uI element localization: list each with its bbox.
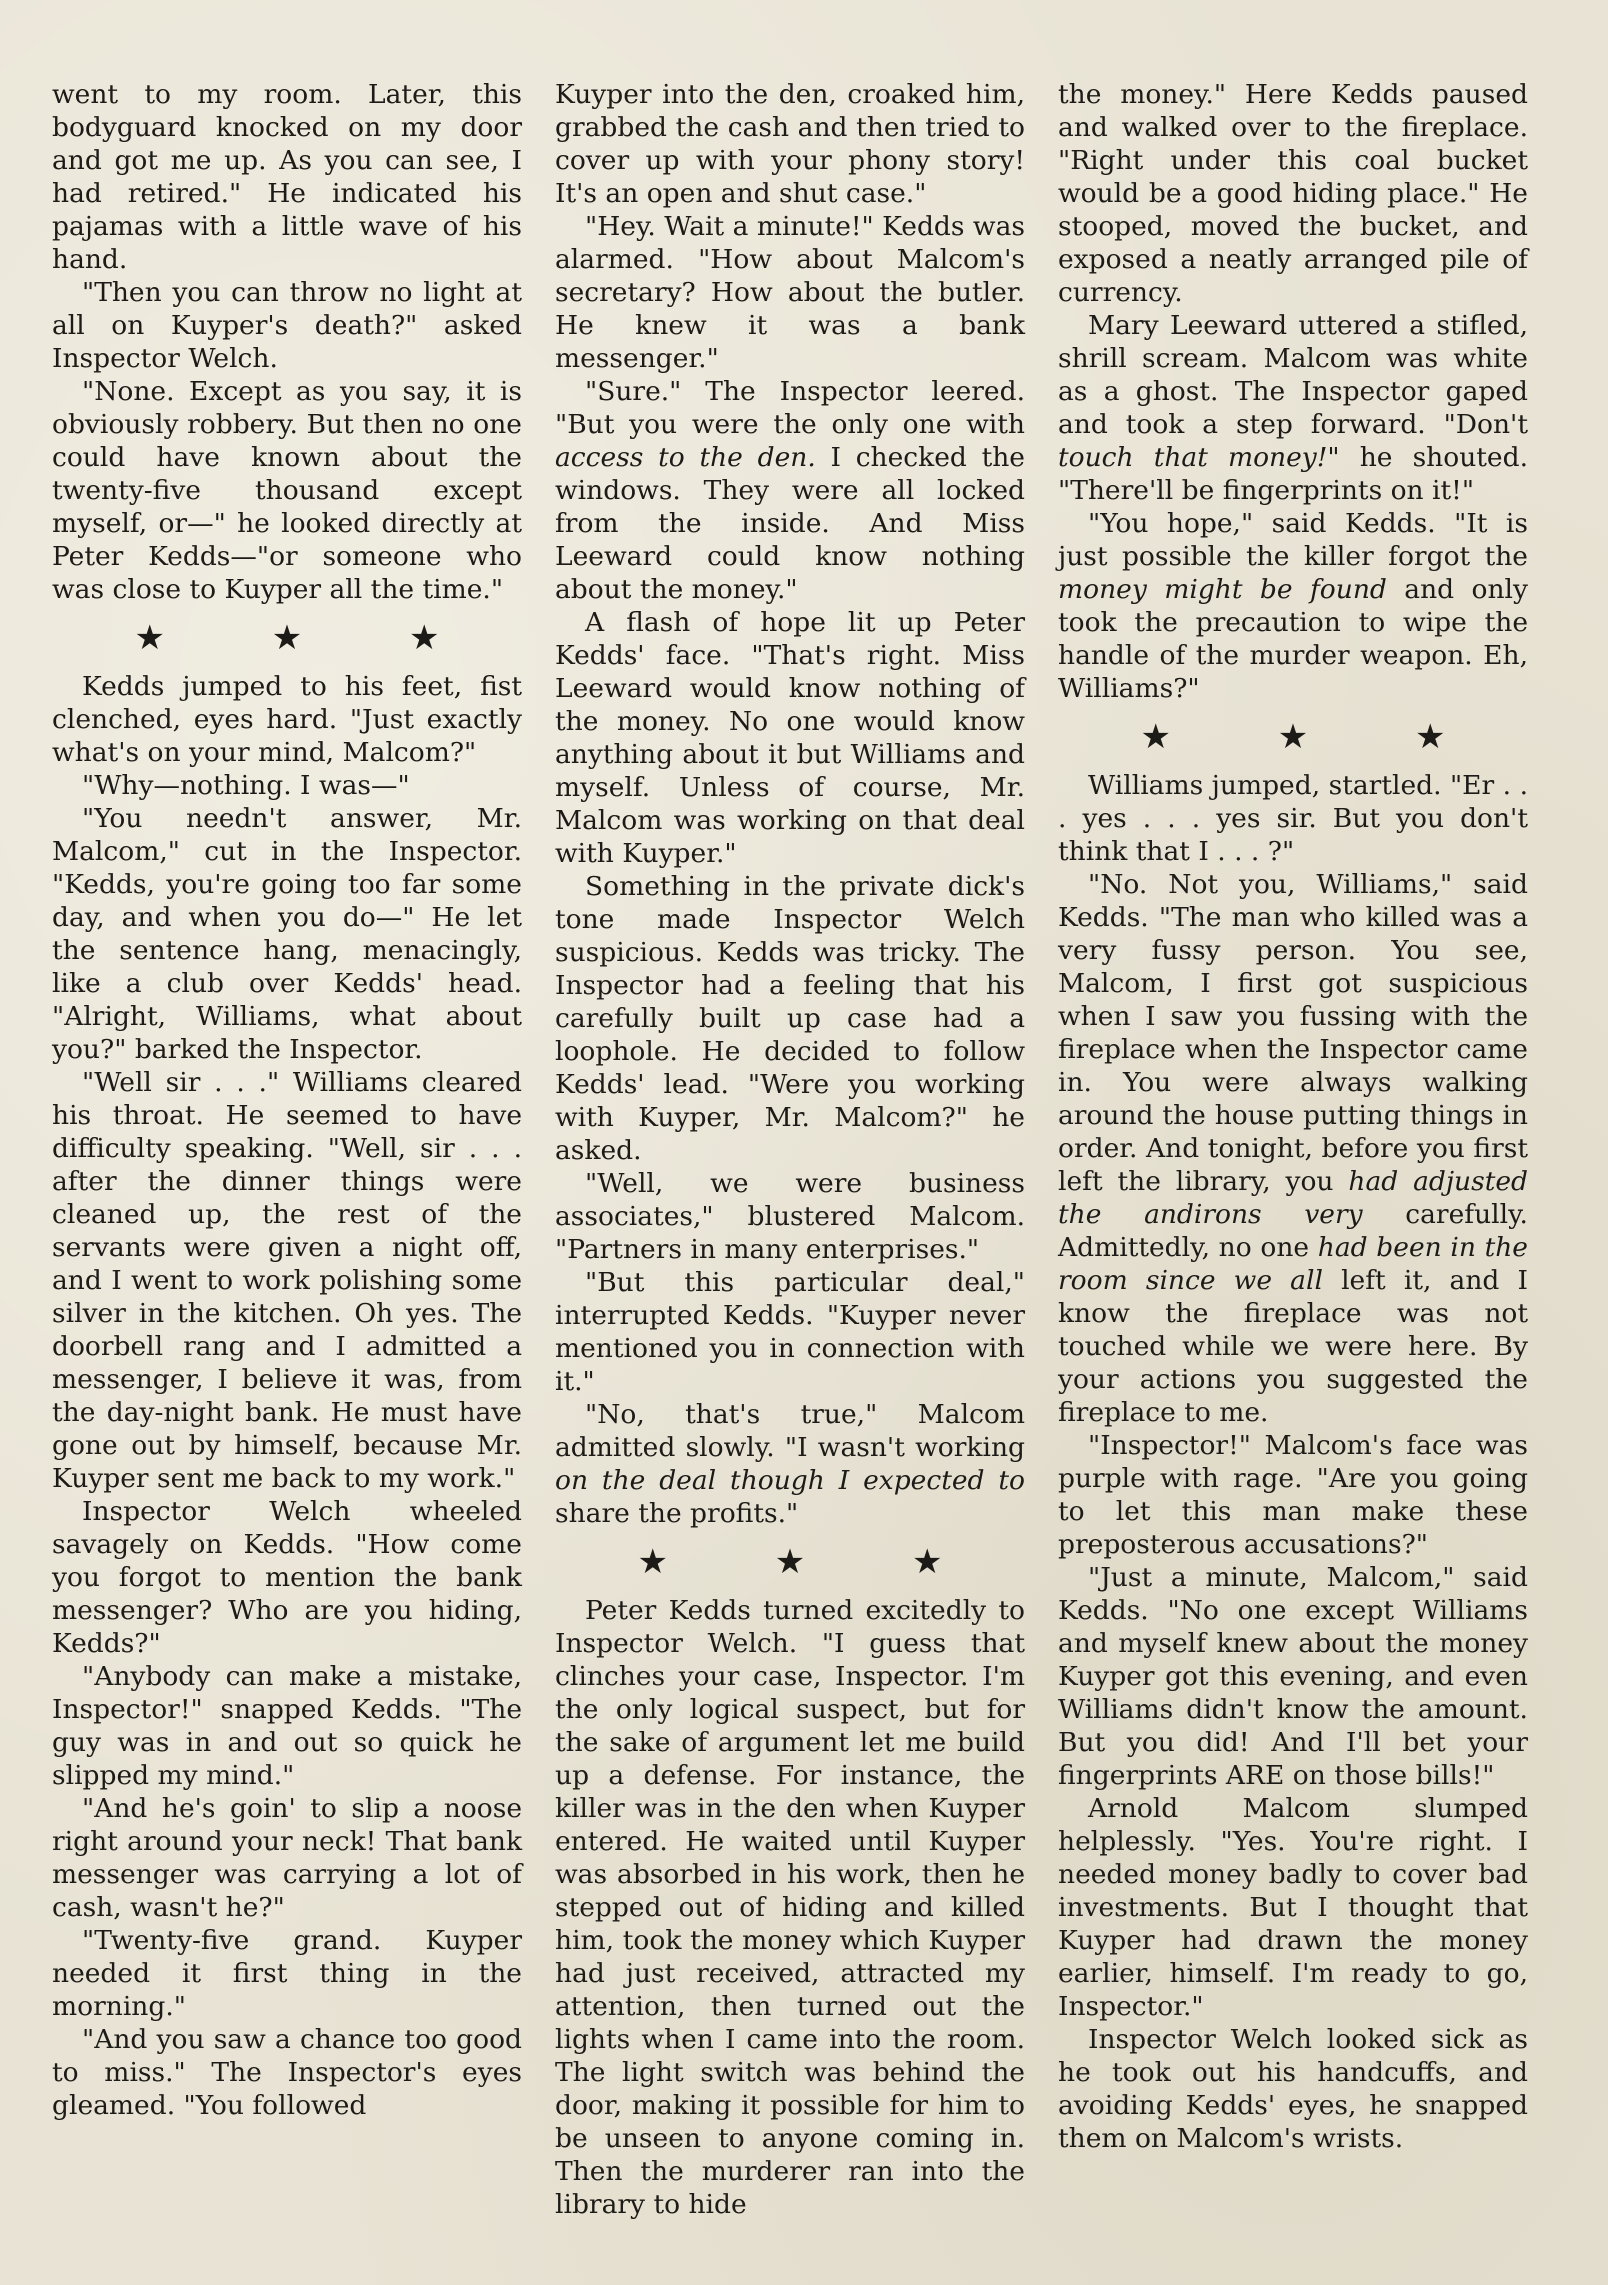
text-run: share the profits." (555, 1498, 799, 1529)
text-run: "No. Not you, Williams," said Kedds. "The man who killed was a very fussy person. You see, Malcom, I first got suspicious when I saw you fussing with the fireplace when the Inspector came in. You were always walking around the house putting things in order. And tonight, before you first left the library, you (1058, 869, 1528, 1197)
paragraph: "None. Except as you say, it is obviously robbery. But then no one could have known about the twenty-five thousand except myself, or—" he looked directly at Peter Kedds—"or someone who was close to Kuyper all the time." (52, 376, 522, 605)
italic-text-run: on the deal though I expected to (555, 1465, 1025, 1496)
paragraph: Something in the private dick's tone made Inspector Welch suspicious. Kedds was tricky. The Inspector had a feeling that his carefully built up case had a loophole. He decided to follow Kedds' lead. "Were you working with Kuyper, Mr. Malcom?" he asked. (555, 871, 1025, 1166)
paragraph: Peter Kedds turned excitedly to Inspector Welch. "I guess that clinches your case, Inspector. I'm the only logical suspect, but for the sake of argument let me build up a defense. For instance, the killer was in the den when Kuyper entered. He waited until Kuyper was absorbed in his work, then he stepped out of hiding and killed him, took the money which Kuyper had just received, attracted my attention, then turned out the lights when I came into the room. The light switch was behind the door, making it possible for him to be unseen to anyone coming in. Then the murderer ran into the library to hide (555, 1595, 1025, 2220)
text-column-3 (1058, 78, 1528, 2155)
section-break-stars: ★ ★ ★ (134, 618, 488, 658)
paragraph: "You needn't answer, Mr. Malcom," cut in the Inspector. "Kedds, you're going too far some day, and when you do—" He let the sentence hang, menacingly, like a club over Kedds' head. "Alright, Williams, what about you?" barked the Inspector. (52, 803, 522, 1065)
paragraph: Williams jumped, startled. "Er . . . yes . . . yes sir. But you don't think that I . . . ?" (1058, 770, 1528, 867)
paragraph: "And you saw a chance too good to miss." The Inspector's eyes gleamed. "You followed (52, 2024, 522, 2121)
paragraph: "Well, we were business associates," blustered Malcom. "Partners in many enterprises." (555, 1168, 1025, 1265)
paragraph: "Inspector!" Malcom's face was purple with rage. "Are you going to let this man make these preposterous accusations?" (1058, 1430, 1528, 1560)
text-run: and only took the precaution to wipe the handle of the murder weapon. Eh, Williams?" (1058, 574, 1528, 704)
paragraph: the money." Here Kedds paused and walked over to the fireplace. "Right under this coal bucket would be a good hiding place." He stooped, moved the bucket, and exposed a neatly arranged pile of currency. (1058, 79, 1528, 308)
italic-text-run: access to the den. (555, 442, 816, 473)
italic-text-run: touch that money! (1058, 442, 1328, 473)
paragraph: Arnold Malcom slumped helplessly. "Yes. You're right. I needed money badly to cover bad investments. But I thought that Kuyper had drawn the money earlier, himself. I'm ready to go, Inspector." (1058, 1793, 1528, 2022)
text-run: " he shouted. "There'll be fingerprints on it!" (1058, 442, 1528, 506)
paragraph: "Well sir . . ." Williams cleared his throat. He seemed to have difficulty speaking. "Well, sir . . . after the dinner things were cleaned up, the rest of the servants were given a night off, and I went to work polishing some silver in the kitchen. Oh yes. The doorbell rang and I admitted a messenger, I believe it was, from the day-night bank. He must have gone out by himself, because Mr. Kuyper sent me back to my work." (52, 1067, 522, 1494)
text-run: "No, that's true," Malcom admitted slowly. "I wasn't working (555, 1399, 1025, 1463)
section-break-stars: ★ ★ ★ (637, 1542, 991, 1582)
paragraph: Kuyper into the den, croaked him, grabbed the cash and then tried to cover up with your phony story! It's an open and shut case." (555, 79, 1025, 209)
text-run: I checked the windows. They were all locked from the inside. And Miss Leeward could know nothing about the money." (555, 442, 1025, 605)
paragraph: "Hey. Wait a minute!" Kedds was alarmed. "How about Malcom's secretary? How about the butler. He knew it was a bank messenger." (555, 211, 1025, 374)
paragraph: A flash of hope lit up Peter Kedds' face. "That's right. Miss Leeward would know nothing of the money. No one would know anything about it but Williams and myself. Unless of course, Mr. Malcom was working on that deal with Kuyper." (555, 607, 1025, 869)
text-column-2 (555, 78, 1025, 2221)
paragraph (555, 375, 1025, 606)
paragraph: "But this particular deal," interrupted Kedds. "Kuyper never mentioned you in connection with it." (555, 1267, 1025, 1397)
paragraph (1058, 868, 1528, 1429)
section-break-stars: ★ ★ ★ (1140, 717, 1494, 757)
italic-text-run: money might be found (1058, 574, 1387, 605)
italic-text-run: had been in the room since we all (1058, 1232, 1528, 1296)
paragraph: Inspector Welch looked sick as he took out his handcuffs, and avoiding Kedds' eyes, he snapped them on Malcom's wrists. (1058, 2024, 1528, 2154)
italic-text-run: had adjusted the andirons very (1058, 1166, 1529, 1230)
paragraph: "Anybody can make a mistake, Inspector!" snapped Kedds. "The guy was in and out so quick he slipped my mind." (52, 1661, 522, 1791)
text-run: Mary Leeward uttered a stifled, shrill scream. Malcom was white as a ghost. The Inspector gaped and took a step forward. "Don't (1058, 310, 1528, 440)
paragraph: went to my room. Later, this bodyguard knocked on my door and got me up. As you can see, I had retired." He indicated his pajamas with a little wave of his hand. (52, 79, 522, 275)
text-run: "Sure." The Inspector leered. "But you were the only one with (555, 376, 1025, 440)
paragraph: "Twenty-five grand. Kuyper needed it first thing in the morning." (52, 1925, 522, 2022)
paragraph (1058, 309, 1528, 507)
text-run: "You hope," said Kedds. "It is just possible the killer forgot the (1058, 508, 1528, 572)
text-column-1 (52, 78, 522, 2122)
paragraph: Inspector Welch wheeled savagely on Kedds. "How come you forgot to mention the bank messenger? Who are you hiding, Kedds?" (52, 1496, 522, 1659)
paragraph: Kedds jumped to his feet, fist clenched, eyes hard. "Just exactly what's on your mind, Malcom?" (52, 671, 522, 768)
paragraph: "Why—nothing. I was—" (82, 770, 410, 801)
paragraph: "Then you can throw no light at all on Kuyper's death?" asked Inspector Welch. (52, 277, 522, 374)
text-run: carefully. Admittedly, no one (1058, 1199, 1528, 1263)
paragraph: "Just a minute, Malcom," said Kedds. "No one except Williams and myself knew about the money Kuyper got this evening, and even Williams didn't know the amount. But you did! And I'll bet your fingerprints ARE on those bills!" (1058, 1562, 1528, 1791)
text-run: left it, and I know the fireplace was not touched while we were here. By your actions you suggested the fireplace to me. (1058, 1265, 1528, 1428)
paragraph (555, 1398, 1025, 1530)
paragraph (1058, 507, 1528, 705)
paragraph: "And he's goin' to slip a noose right around your neck! That bank messenger was carrying a lot of cash, wasn't he?" (52, 1793, 522, 1923)
